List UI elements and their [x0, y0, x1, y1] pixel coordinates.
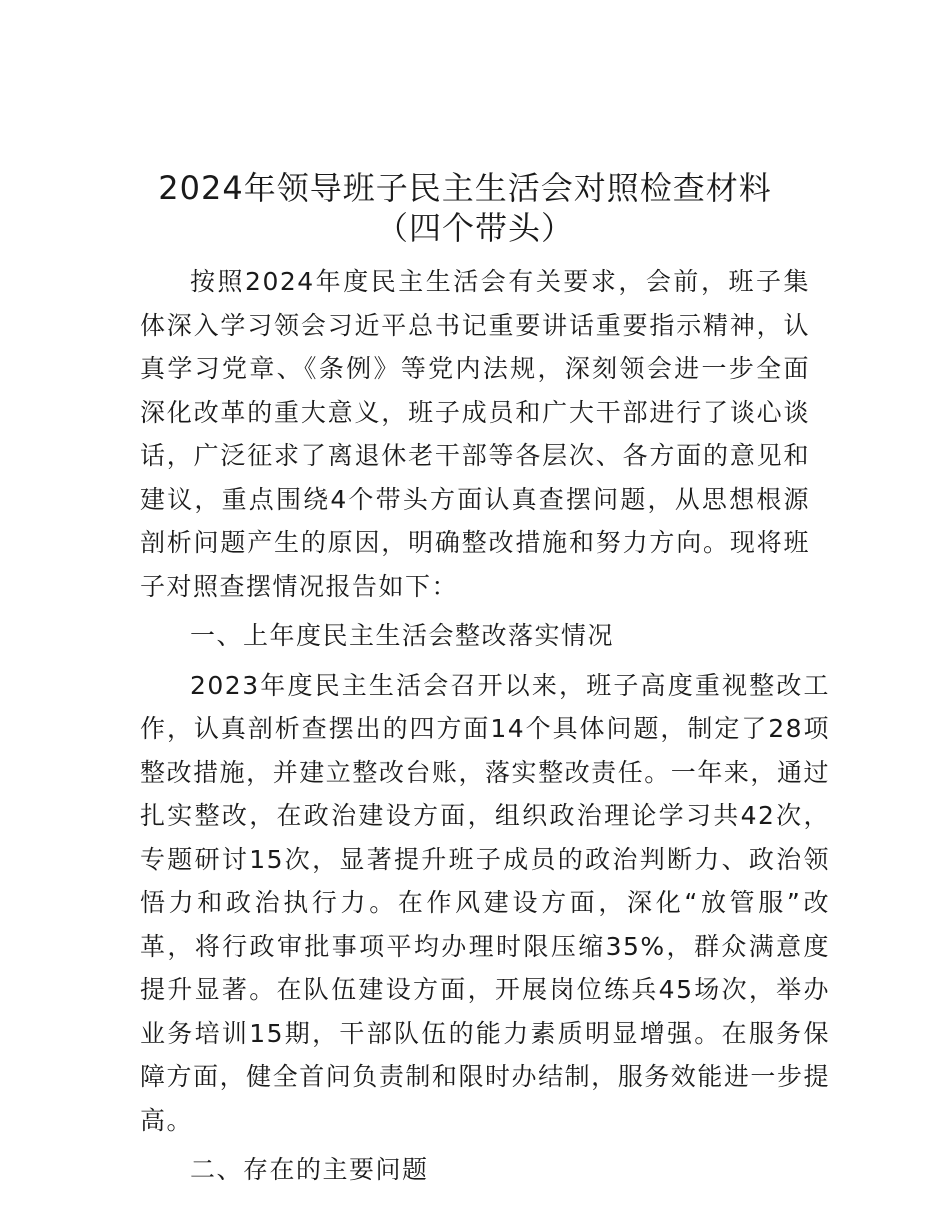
section-heading-2: 二、存在的主要问题	[190, 1155, 429, 1184]
document-subtitle: （四个带头）	[375, 209, 574, 247]
document-title: 2024年领导班子民主生活会对照检查材料	[158, 169, 772, 207]
section-1-paragraph: 2023年度民主生活会召开以来，班子高度重视整改工作，认真剖析查摆出的四方面14个具体问题，制定了28项整改措施，并建立整改台账，落实整改责任。一年来，通过扎实整改，在政治建设方面，组织政治理论学习共42次，专题研讨15次，显著提升班子成员的政治判断力、政治领悟力和政治执行力。在作风建设方面，深化“放管服”改革，将行政审批事项平均办理时限压缩35%，群众满意度提升显著。在队伍建设方面，开展岗位练兵45场次，举办业务培训15期，干部队伍的能力素质明显增强。在服务保障方面，健全首问负责制和限时办结制，服务效能进一步提高。	[140, 670, 830, 1135]
intro-paragraph: 按照2024年度民主生活会有关要求，会前，班子集体深入学习领会习近平总书记重要讲话重要指示精神，认真学习党章、《条例》等党内法规，深刻领会进一步全面深化改革的重大意义，班子成员和广大干部进行了谈心谈话，广泛征求了离退休老干部等各层次、各方面的意见和建议，重点围绕4个带头方面认真查摆问题，从思想根源剖析问题产生的原因，明确整改措施和努力方向。现将班子对照查摆情况报告如下：	[140, 267, 810, 601]
section-heading-1: 一、上年度民主生活会整改落实情况	[190, 621, 615, 650]
